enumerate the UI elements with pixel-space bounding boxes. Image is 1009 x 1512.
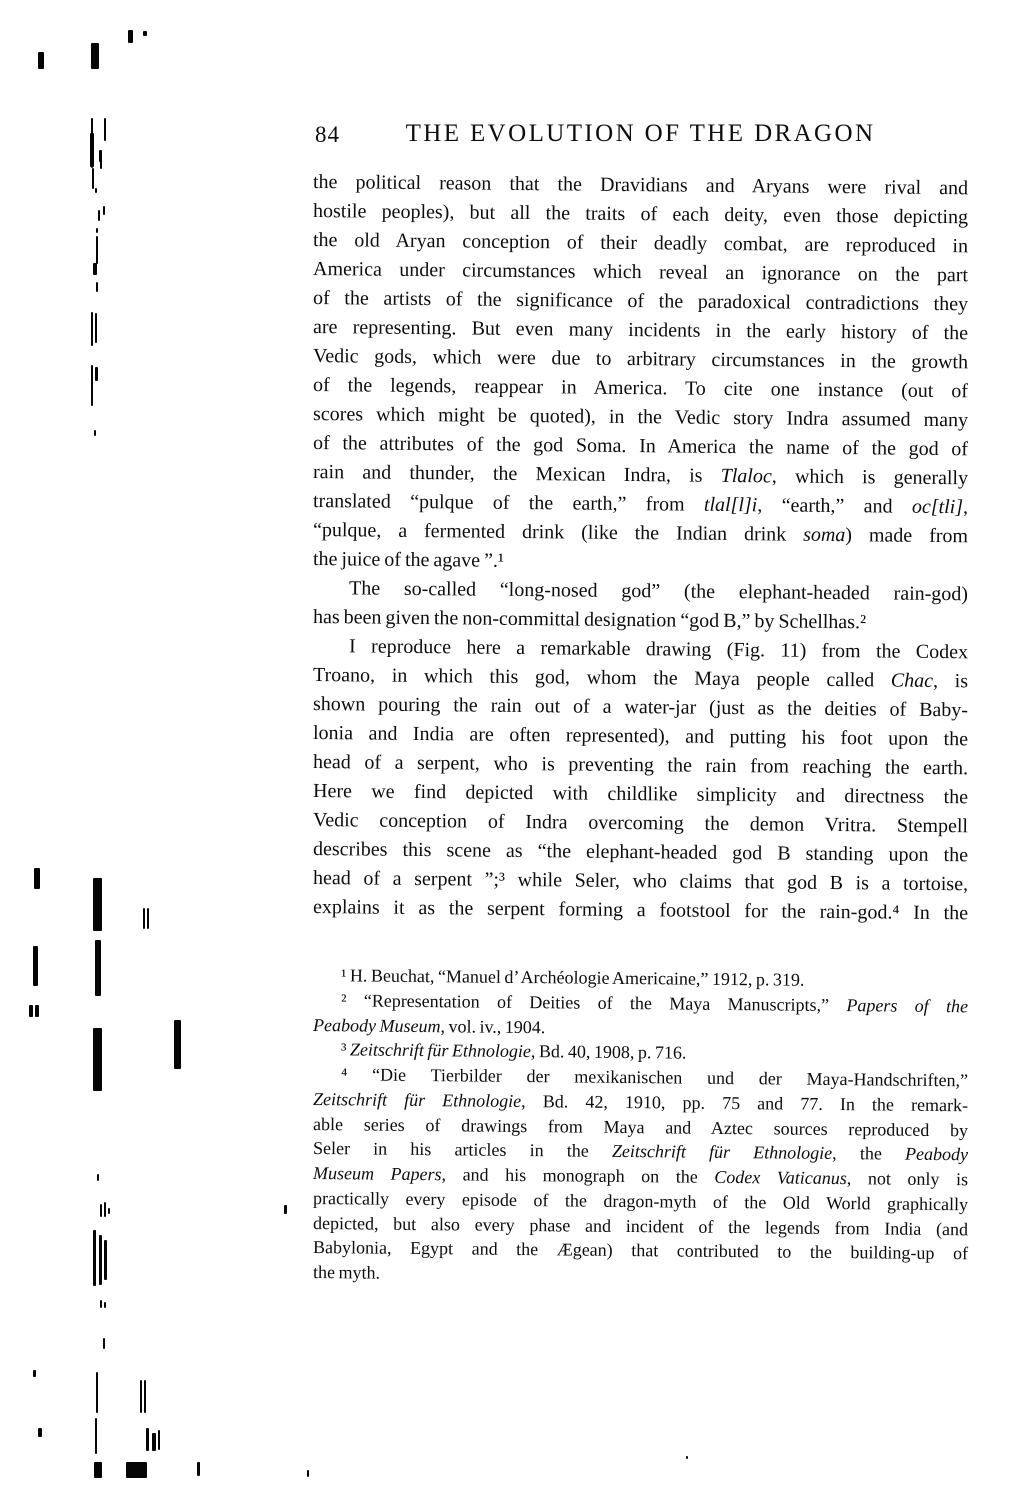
scan-artifact-mark bbox=[93, 1028, 102, 1091]
scan-artifact-mark bbox=[144, 1380, 146, 1413]
scan-artifact-mark bbox=[128, 30, 133, 43]
running-header bbox=[313, 120, 968, 154]
text-line: explains it as the serpent forming a footstool for the rain-god.⁴ In the bbox=[312, 896, 969, 925]
text-line: of the attributes of the god Soma. In America the name of the god of bbox=[312, 432, 969, 461]
scan-artifact-mark bbox=[284, 1205, 287, 1214]
scan-artifact-mark bbox=[92, 168, 94, 189]
text-line: of the legends, reappear in America. To cite one instance (out of bbox=[312, 374, 969, 403]
text-line: describes this scene as “the elephant-headed god B standing upon the bbox=[312, 838, 969, 867]
scan-artifact-mark bbox=[91, 365, 93, 406]
text-line: are representing. But even many incidents in the early history of the bbox=[312, 316, 969, 345]
text-line: ³ Zeitschrift für Ethnologie, Bd. 40, 1908, p. 716. bbox=[340, 1039, 687, 1063]
scan-artifact-mark bbox=[158, 1430, 160, 1450]
text-line: Peabody Museum, vol. iv., 1904. bbox=[312, 1014, 546, 1037]
scan-artifact-mark bbox=[174, 1020, 181, 1069]
text-line: “pulque, a fermented drink (like the Indian drink soma) made from bbox=[312, 519, 969, 548]
text-line: The so-called “long-nosed god” (the elephant-headed rain-god) bbox=[348, 577, 969, 606]
text-line: scores which might be quoted), in the Vedic story Indra assumed many bbox=[312, 403, 969, 432]
scan-artifact-mark bbox=[95, 313, 97, 343]
scan-artifact-mark bbox=[38, 1428, 42, 1437]
text-line: the political reason that the Dravidians and Aryans were rival and bbox=[312, 171, 969, 200]
scan-artifact-mark bbox=[94, 1462, 102, 1478]
text-line: Museum Papers, and his monograph on the Codex Vaticanus, not only is bbox=[312, 1163, 969, 1190]
scan-artifact-mark bbox=[96, 1372, 98, 1413]
text-line: shown pouring the rain out of a water-jar (just as the deities of Baby- bbox=[312, 693, 969, 722]
text-line: America under circumstances which reveal an ignorance on the part bbox=[312, 258, 969, 287]
scan-artifact-mark bbox=[100, 160, 102, 169]
scan-artifact-mark bbox=[103, 206, 105, 215]
text-line: the myth. bbox=[312, 1262, 381, 1283]
text-line: Zeitschrift für Ethnologie, Bd. 42, 1910, pp. 75 and 77. In the remark- bbox=[312, 1088, 969, 1116]
text-line: Babylonia, Egypt and the Ægean) that contributed to the building-up of bbox=[312, 1237, 969, 1264]
text-line: I reproduce here a remarkable drawing (Fig. 11) from the Codex bbox=[348, 635, 969, 664]
running-title: THE EVOLUTION OF THE DRAGON bbox=[405, 120, 876, 147]
scan-artifact-mark bbox=[197, 1462, 200, 1476]
scan-artifact-mark bbox=[143, 908, 145, 929]
scan-artifact-mark bbox=[146, 1428, 149, 1451]
scan-artifact-mark bbox=[96, 228, 98, 233]
scan-artifact-mark bbox=[34, 868, 40, 889]
scan-artifact-mark bbox=[98, 210, 100, 221]
scan-artifact-mark bbox=[95, 188, 97, 193]
scan-artifact-mark bbox=[35, 1005, 39, 1017]
scan-artifact-mark bbox=[33, 1370, 36, 1377]
text-line: able series of drawings from Maya and Aztec sources reproduced by bbox=[312, 1113, 969, 1140]
scan-artifact-mark bbox=[104, 1202, 106, 1217]
scan-artifact-mark bbox=[91, 43, 99, 69]
scan-artifact-mark bbox=[95, 940, 101, 996]
footnotes-block bbox=[313, 963, 968, 1285]
text-line: lonia and India are often represented), and putting his foot upon the bbox=[312, 722, 969, 751]
scan-artifact-mark bbox=[91, 118, 93, 168]
scan-artifact-mark bbox=[38, 52, 44, 69]
text-line: practically every episode of the dragon-myth of the Old World graphically bbox=[312, 1187, 969, 1215]
scan-artifact-mark bbox=[33, 946, 38, 986]
scan-artifact-mark bbox=[100, 1300, 102, 1308]
scan-artifact-mark bbox=[686, 1456, 688, 1459]
scan-artifact-mark bbox=[95, 367, 98, 381]
scan-artifact-mark bbox=[96, 236, 98, 264]
text-line: head of a serpent, who is preventing the rain from reaching the earth. bbox=[312, 751, 969, 780]
text-line: rain and thunder, the Mexican Indra, is Tlaloc, which is generally bbox=[312, 461, 969, 490]
scan-artifact-mark bbox=[94, 430, 96, 436]
scan-artifact-mark bbox=[307, 1470, 309, 1477]
scan-artifact-mark bbox=[147, 908, 149, 929]
scan-artifact-mark bbox=[93, 1230, 96, 1286]
text-line: ¹ H. Beuchat, “Manuel d’ Archéologie Americaine,” 1912, p. 319. bbox=[340, 965, 805, 990]
text-line: translated “pulque of the earth,” from tlal[l]i, “earth,” and oc[tli], bbox=[312, 490, 969, 519]
text-line: Vedic conception of Indra overcoming the demon Vritra. Stempell bbox=[312, 809, 969, 838]
scan-artifact-mark bbox=[99, 1235, 102, 1285]
scan-artifact-mark bbox=[104, 118, 106, 141]
scan-artifact-mark bbox=[100, 1204, 102, 1217]
scan-artifact-mark bbox=[95, 1418, 97, 1454]
scan-artifact-mark bbox=[143, 31, 147, 36]
text-line: Seler in his articles in the Zeitschrift für Ethnologie, the Peabody bbox=[312, 1138, 969, 1165]
scan-artifact-mark bbox=[90, 133, 94, 167]
scan-artifact-mark bbox=[108, 1208, 110, 1214]
scan-artifact-mark bbox=[104, 1302, 106, 1308]
scan-artifact-mark bbox=[93, 878, 102, 931]
text-line: has been given the non-committal designation “god B,” by Schellhas.² bbox=[312, 606, 867, 634]
text-line: depicted, but also every phase and incident of the legends from India (and bbox=[312, 1212, 969, 1239]
text-line: head of a serpent ”;³ while Seler, who claims that god B is a tortoise, bbox=[312, 867, 969, 896]
scan-artifact-mark bbox=[140, 1380, 142, 1413]
text-line: ² “Representation of Deities of the Maya Manuscripts,” Papers of the bbox=[340, 990, 969, 1017]
text-line: Vedic gods, which were due to arbitrary circumstances in the growth bbox=[312, 345, 969, 374]
text-line: the old Aryan conception of their deadly combat, are reproduced in bbox=[312, 229, 969, 258]
text-line: Here we find depicted with childlike simplicity and directness the bbox=[312, 780, 969, 809]
scan-artifact-mark bbox=[126, 1462, 147, 1478]
scan-artifact-mark bbox=[104, 1240, 107, 1280]
text-line: of the artists of the significance of the paradoxical contradictions they bbox=[312, 287, 969, 316]
scan-artifact-mark bbox=[152, 1433, 156, 1451]
scan-artifact-mark bbox=[97, 1174, 99, 1181]
scan-artifact-mark bbox=[96, 282, 98, 292]
scan-artifact-mark bbox=[99, 150, 102, 162]
text-line: hostile peoples), but all the traits of each deity, even those depicting bbox=[312, 200, 969, 229]
text-line: the juice of the agave ”.¹ bbox=[312, 548, 505, 572]
scan-artifact-mark bbox=[91, 312, 93, 346]
scan-artifact-mark bbox=[103, 1338, 105, 1349]
text-line: Troano, in which this god, whom the Maya people called Chac, is bbox=[312, 664, 969, 693]
body-text-block bbox=[312, 168, 969, 925]
page-number: 84 bbox=[315, 122, 340, 147]
scan-artifact-mark bbox=[29, 1005, 33, 1017]
scan-artifact-mark bbox=[93, 263, 97, 275]
text-line: ⁴ “Die Tierbilder der mexikanischen und der Maya-Handschriften,” bbox=[340, 1064, 969, 1091]
